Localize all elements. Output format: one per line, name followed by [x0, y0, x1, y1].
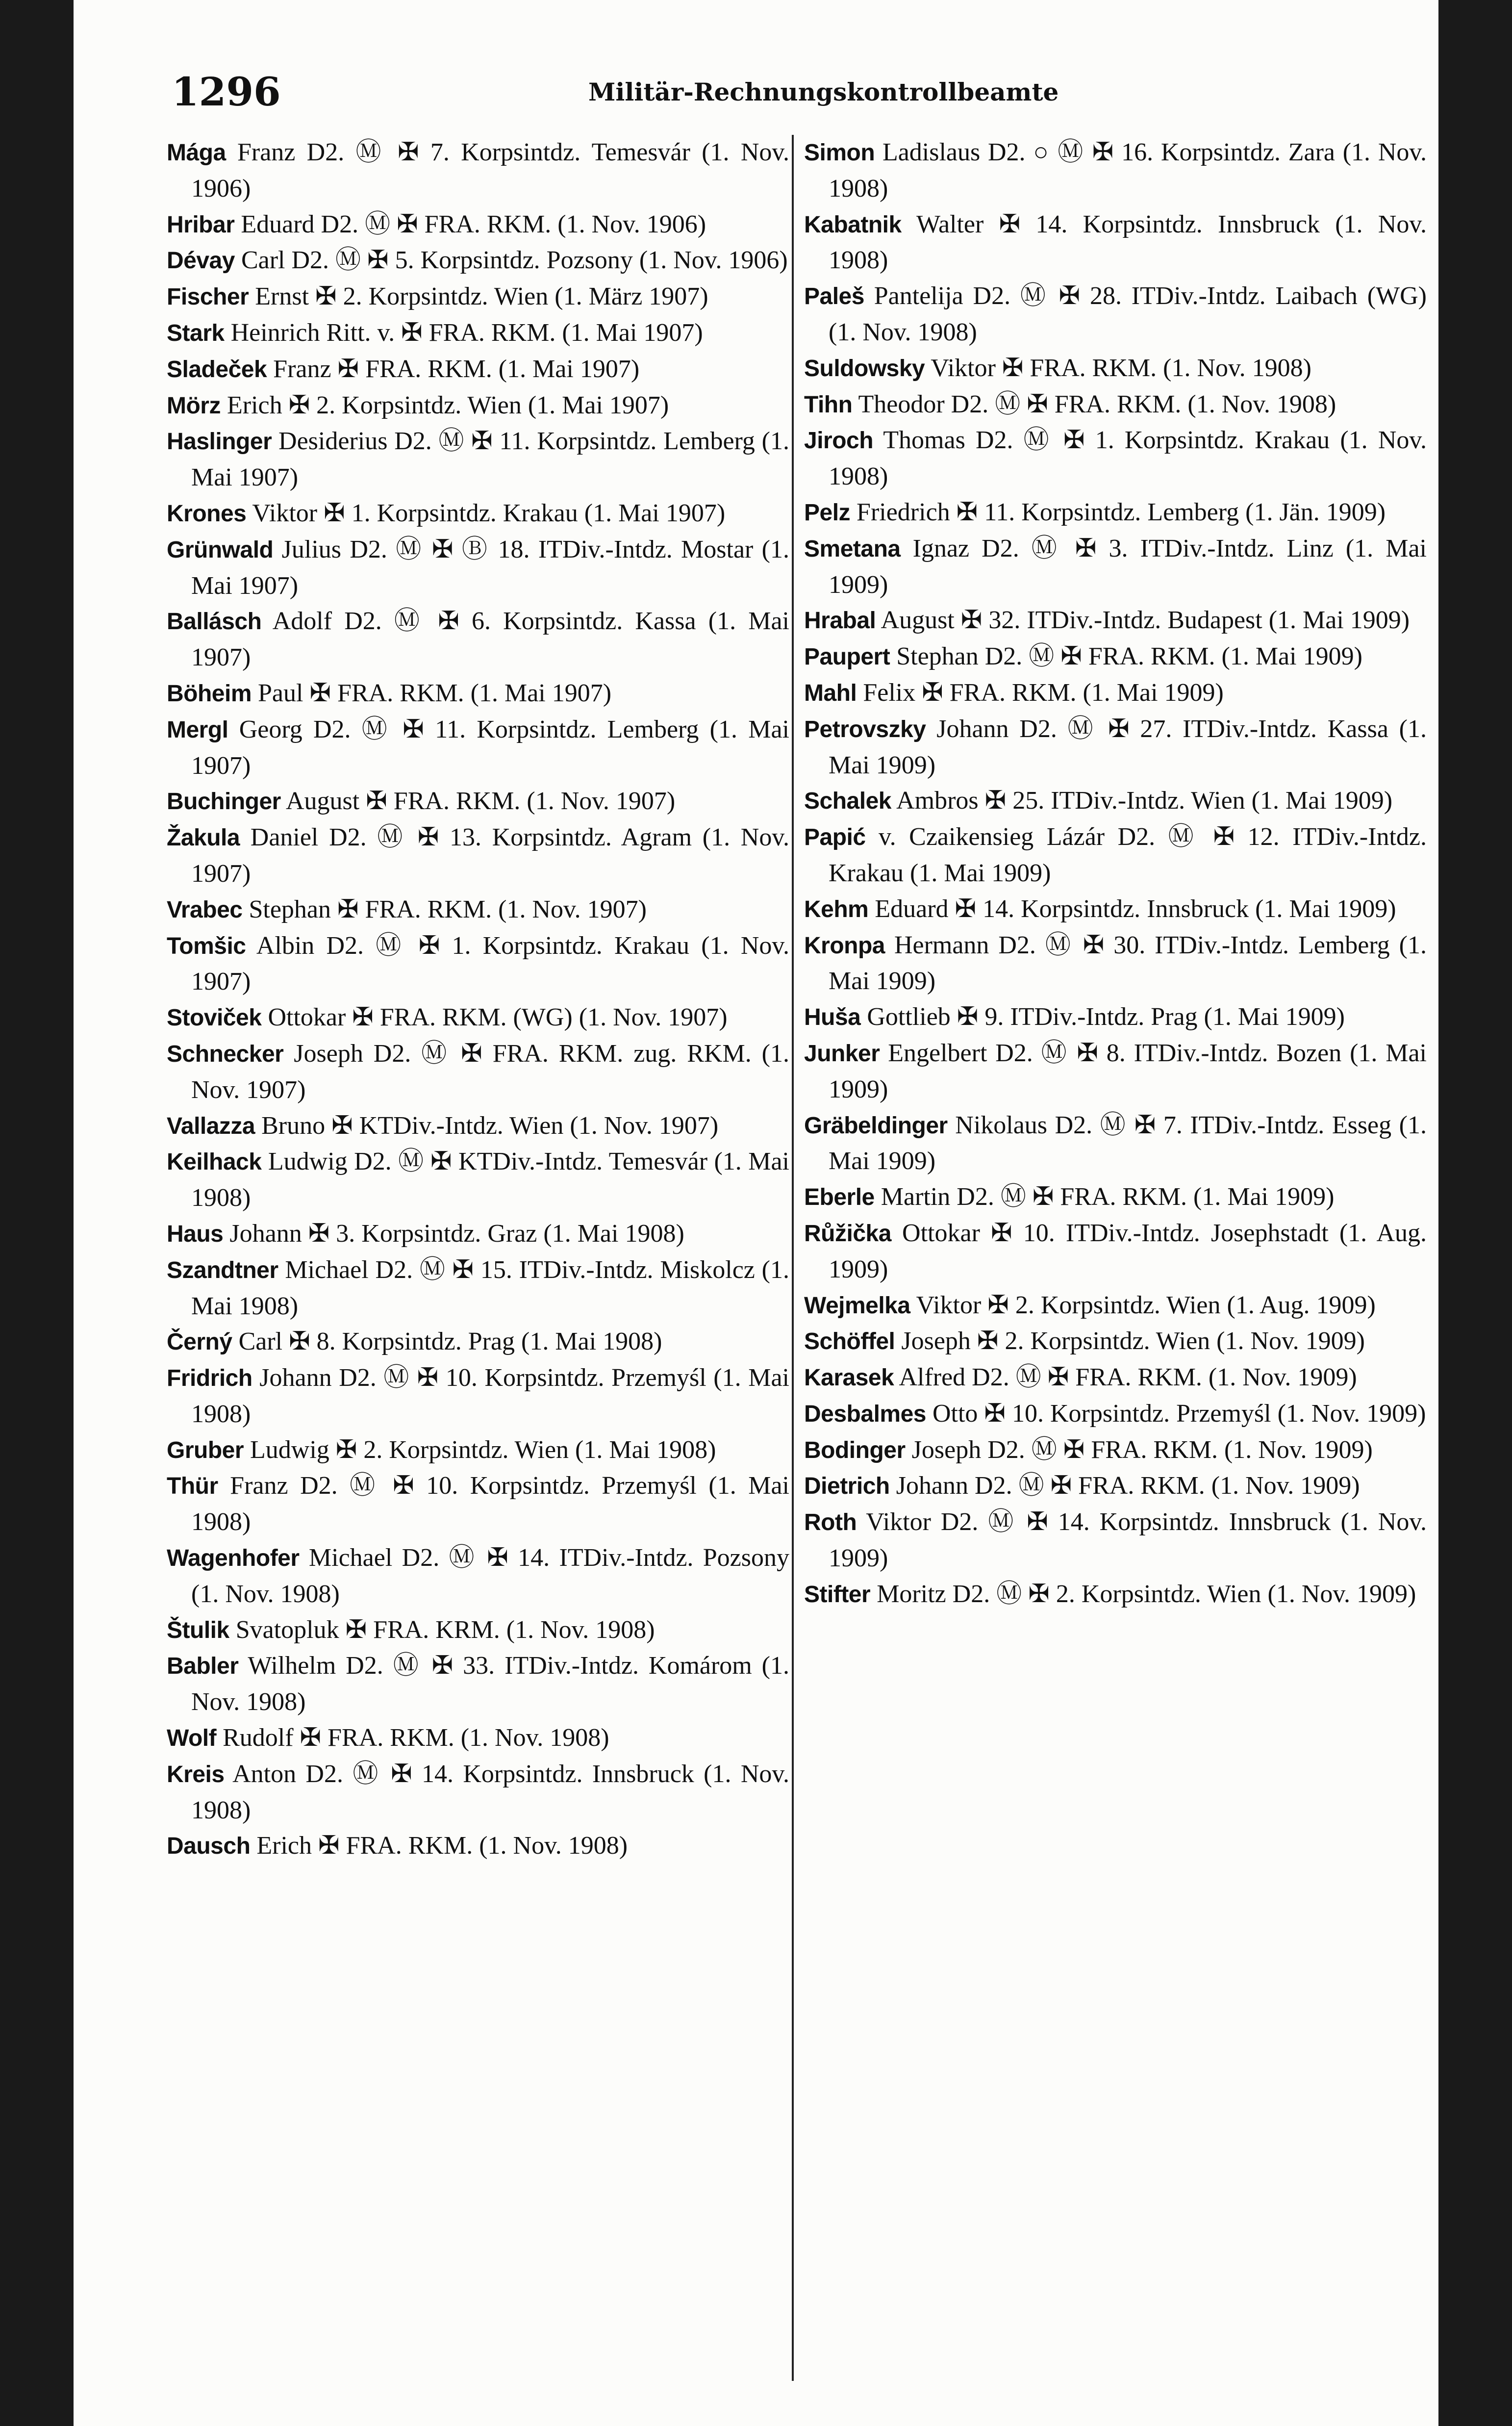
- entry-surname: Simon: [804, 140, 875, 166]
- entry-surname: Roth: [804, 1509, 857, 1536]
- entry-surname: Babler: [167, 1653, 239, 1680]
- entry-surname: Haslinger: [167, 429, 272, 455]
- entry-details: Desiderius D2. Ⓜ ✠ 11. Korpsintdz. Lemberg (1. Mai 1907): [191, 427, 789, 492]
- entry-surname: Paleš: [804, 283, 864, 310]
- list-item: [167, 1000, 789, 1036]
- column-divider: [792, 135, 794, 2381]
- entry-surname: Gruber: [167, 1437, 244, 1463]
- entry-details: Gottlieb ✠ 9. ITDiv.-Intdz. Prag (1. Mai 1909): [860, 1003, 1345, 1031]
- entry-surname: Dévay: [167, 248, 235, 274]
- entry-details: Alfred D2. Ⓜ ✠ FRA. RKM. (1. Nov. 1909): [894, 1363, 1357, 1392]
- entry-surname: Štulik: [167, 1617, 229, 1643]
- entry-surname: Fischer: [167, 284, 249, 310]
- list-item: [804, 999, 1427, 1036]
- entry-details: Otto ✠ 10. Korpsintdz. Przemyśl (1. Nov. 1909): [926, 1399, 1426, 1428]
- entry-surname: Grünwald: [167, 536, 274, 563]
- list-item: [167, 1432, 789, 1469]
- entry-details: Svatopluk ✠ FRA. KRM. (1. Nov. 1908): [229, 1615, 655, 1644]
- entry-details: Ladislaus D2. ○ Ⓜ ✠ 16. Korpsintdz. Zara (1. Nov. 1908): [829, 138, 1427, 203]
- entry-surname: Mergl: [167, 716, 228, 743]
- list-item: [804, 675, 1427, 712]
- entry-details: Eduard D2. Ⓜ ✠ FRA. RKM. (1. Nov. 1906): [234, 210, 706, 238]
- entry-details: Joseph ✠ 2. Korpsintdz. Wien (1. Nov. 1909): [895, 1327, 1365, 1355]
- entry-details: Rudolf ✠ FRA. RKM. (1. Nov. 1908): [216, 1724, 609, 1752]
- entry-details: Wilhelm D2. Ⓜ ✠ 33. ITDiv.-Intdz. Komárom (1. Nov. 1908): [191, 1652, 789, 1716]
- list-item: [804, 387, 1427, 423]
- list-item: [167, 496, 789, 532]
- entry-details: Michael D2. Ⓜ ✠ 14. ITDiv.-Intdz. Pozsony (1. Nov. 1908): [191, 1544, 789, 1608]
- list-item: [804, 423, 1427, 495]
- entry-surname: Wagenhofer: [167, 1545, 300, 1572]
- list-item: [804, 1468, 1427, 1505]
- entry-details: Walter ✠ 14. Korpsintdz. Innsbruck (1. Nov. 1908): [829, 210, 1427, 275]
- list-item: [804, 1324, 1427, 1360]
- entry-details: Viktor ✠ 1. Korpsintdz. Krakau (1. Mai 1907): [246, 499, 726, 527]
- list-item: [167, 1216, 789, 1252]
- entry-surname: Ballásch: [167, 609, 262, 635]
- entry-details: Franz ✠ FRA. RKM. (1. Mai 1907): [267, 355, 640, 383]
- entry-surname: Žakula: [167, 825, 240, 851]
- entry-details: Joseph D2. Ⓜ ✠ FRA. RKM. zug. RKM. (1. Nov. 1907): [191, 1039, 789, 1104]
- entry-surname: Dietrich: [804, 1473, 890, 1500]
- entry-surname: Junker: [804, 1040, 880, 1067]
- list-item: [167, 820, 789, 892]
- entry-details: Johann D2. Ⓜ ✠ 27. ITDiv.-Intdz. Kassa (1. Mai 1909): [829, 715, 1427, 779]
- entry-surname: Kehm: [804, 896, 869, 922]
- entry-surname: Bodinger: [804, 1437, 906, 1463]
- entry-details: Viktor D2. Ⓜ ✠ 14. Korpsintdz. Innsbruck (1. Nov. 1909): [829, 1508, 1427, 1573]
- entry-details: Stephan ✠ FRA. RKM. (1. Nov. 1907): [242, 895, 647, 923]
- entry-details: Johann D2. Ⓜ ✠ 10. Korpsintdz. Przemyśl (1. Mai 1908): [191, 1364, 789, 1428]
- entry-details: Adolf D2. Ⓜ ✠ 6. Korpsintdz. Kassa (1. Mai 1907): [191, 607, 789, 672]
- page-number: 1296: [172, 69, 281, 115]
- entry-details: Ignaz D2. Ⓜ ✠ 3. ITDiv.-Intdz. Linz (1. Mai 1909): [829, 534, 1427, 599]
- entry-surname: Sladeček: [167, 356, 267, 383]
- entry-surname: Schalek: [804, 788, 891, 815]
- list-item: [804, 207, 1427, 279]
- list-item: [804, 135, 1427, 207]
- list-item: [804, 712, 1427, 784]
- list-item: [804, 1432, 1427, 1469]
- entry-surname: Dausch: [167, 1833, 251, 1860]
- entry-surname: Mahl: [804, 680, 857, 706]
- entry-details: Viktor ✠ FRA. RKM. (1. Nov. 1908): [925, 354, 1311, 382]
- entry-details: Heinrich Ritt. v. ✠ FRA. RKM. (1. Mai 1907): [224, 318, 703, 347]
- list-item: [167, 1540, 789, 1612]
- page-header: [74, 69, 1438, 123]
- entry-details: Felix ✠ FRA. RKM. (1. Mai 1909): [857, 678, 1224, 707]
- list-item: [167, 928, 789, 1000]
- entry-details: August ✠ FRA. RKM. (1. Nov. 1907): [280, 787, 676, 816]
- entry-surname: Kronpa: [804, 932, 885, 959]
- entry-surname: Stark: [167, 320, 225, 346]
- entry-details: Thomas D2. Ⓜ ✠ 1. Korpsintdz. Krakau (1. Nov. 1908): [829, 426, 1427, 491]
- entry-surname: Pelz: [804, 499, 851, 526]
- entry-details: Erich ✠ 2. Korpsintdz. Wien (1. Mai 1907): [220, 391, 669, 419]
- entry-details: Anton D2. Ⓜ ✠ 14. Korpsintdz. Innsbruck (1. Nov. 1908): [191, 1760, 789, 1824]
- list-item: [167, 388, 789, 424]
- entry-surname: Mága: [167, 140, 226, 166]
- list-item: [804, 1360, 1427, 1396]
- entry-surname: Jiroch: [804, 428, 874, 454]
- list-item: [804, 783, 1427, 819]
- list-item: [167, 784, 789, 820]
- list-item: [167, 1720, 789, 1757]
- entry-details: Johann ✠ 3. Korpsintdz. Graz (1. Mai 1908): [223, 1219, 684, 1248]
- list-item: [804, 1577, 1427, 1613]
- list-item: [804, 279, 1427, 351]
- list-item: [804, 531, 1427, 603]
- list-item: [167, 135, 789, 207]
- entry-surname: Paupert: [804, 644, 890, 670]
- entry-details: Daniel D2. Ⓜ ✠ 13. Korpsintdz. Agram (1. Nov. 1907): [191, 823, 789, 888]
- entry-details: August ✠ 32. ITDiv.-Intdz. Budapest (1. Mai 1909): [876, 606, 1410, 635]
- list-item: [167, 1468, 789, 1540]
- entry-details: Joseph D2. Ⓜ ✠ FRA. RKM. (1. Nov. 1909): [905, 1435, 1373, 1464]
- list-item: [167, 1828, 789, 1864]
- entry-details: Ambros ✠ 25. ITDiv.-Intdz. Wien (1. Mai 1909): [891, 787, 1393, 815]
- entry-surname: Gräbeldinger: [804, 1112, 948, 1139]
- entry-details: Ottokar ✠ FRA. RKM. (WG) (1. Nov. 1907): [261, 1003, 728, 1032]
- entry-surname: Papić: [804, 824, 866, 851]
- right-column: [804, 135, 1427, 1613]
- entry-surname: Krones: [167, 500, 247, 527]
- entry-details: Johann D2. Ⓜ ✠ FRA. RKM. (1. Nov. 1909): [889, 1472, 1360, 1500]
- entry-surname: Smetana: [804, 536, 901, 562]
- list-item: [167, 1648, 789, 1720]
- entry-details: Friedrich ✠ 11. Korpsintdz. Lemberg (1. Jän. 1909): [850, 498, 1386, 526]
- entry-details: Albin D2. Ⓜ ✠ 1. Korpsintdz. Krakau (1. Nov. 1907): [191, 931, 789, 996]
- entry-details: Engelbert D2. Ⓜ ✠ 8. ITDiv.-Intdz. Bozen (1. Mai 1909): [829, 1039, 1427, 1103]
- entry-details: Carl ✠ 8. Korpsintdz. Prag (1. Mai 1908): [232, 1328, 662, 1356]
- list-item: [804, 928, 1427, 1000]
- entry-details: Franz D2. Ⓜ ✠ 10. Korpsintdz. Przemyśl (1. Mai 1908): [191, 1472, 789, 1536]
- entry-surname: Fridrich: [167, 1365, 252, 1392]
- entry-surname: Stifter: [804, 1581, 871, 1608]
- entry-surname: Vrabec: [167, 896, 243, 923]
- entry-surname: Tihn: [804, 391, 853, 418]
- list-item: [167, 352, 789, 388]
- entry-surname: Růžička: [804, 1220, 891, 1247]
- entry-surname: Thür: [167, 1473, 218, 1500]
- entry-surname: Schnecker: [167, 1041, 284, 1067]
- entry-surname: Kabatnik: [804, 211, 902, 238]
- list-item: [167, 243, 789, 279]
- entry-surname: Petrovszky: [804, 716, 926, 742]
- entry-details: Eduard ✠ 14. Korpsintdz. Innsbruck (1. Mai 1909): [868, 894, 1396, 923]
- list-item: [804, 1216, 1427, 1288]
- entry-details: Stephan D2. Ⓜ ✠ FRA. RKM. (1. Mai 1909): [890, 642, 1362, 671]
- entry-details: Viktor ✠ 2. Korpsintdz. Wien (1. Aug. 1909): [910, 1291, 1376, 1319]
- list-item: [167, 1036, 789, 1108]
- entry-details: Theodor D2. Ⓜ ✠ FRA. RKM. (1. Nov. 1908): [852, 390, 1336, 418]
- list-item: [804, 1036, 1427, 1108]
- entry-surname: Keilhack: [167, 1149, 262, 1175]
- entry-details: Ernst ✠ 2. Korpsintdz. Wien (1. März 1907): [249, 282, 708, 311]
- entry-surname: Szandtner: [167, 1257, 278, 1283]
- entry-details: Franz D2. Ⓜ ✠ 7. Korpsintdz. Temesvár (1. Nov. 1906): [191, 138, 789, 203]
- list-item: [167, 315, 789, 352]
- list-item: [804, 1179, 1427, 1216]
- entry-surname: Haus: [167, 1221, 224, 1247]
- entry-details: v. Czaikensieg Lázár D2. Ⓜ ✠ 12. ITDiv.-Intdz. Krakau (1. Mai 1909): [829, 823, 1427, 887]
- running-title: Militär-Rechnungskontrollbeamte: [588, 77, 1059, 106]
- entry-surname: Černý: [167, 1329, 232, 1355]
- entry-surname: Buchinger: [167, 789, 281, 815]
- list-item: [804, 819, 1427, 892]
- list-item: [804, 1108, 1427, 1180]
- entry-details: Michael D2. Ⓜ ✠ 15. ITDiv.-Intdz. Miskolcz (1. Mai 1908): [191, 1255, 789, 1320]
- list-item: [167, 892, 789, 928]
- entry-surname: Kreis: [167, 1761, 225, 1788]
- entry-details: Georg D2. Ⓜ ✠ 11. Korpsintdz. Lemberg (1. Mai 1907): [191, 715, 789, 780]
- entry-surname: Suldowsky: [804, 355, 925, 382]
- left-column: [167, 135, 789, 1864]
- list-item: [167, 424, 789, 496]
- book-page: [74, 0, 1438, 2426]
- entry-surname: Eberle: [804, 1184, 875, 1211]
- list-item: [167, 1144, 789, 1216]
- entry-details: Hermann D2. Ⓜ ✠ 30. ITDiv.-Intdz. Lemberg (1. Mai 1909): [829, 931, 1427, 996]
- entry-surname: Vallazza: [167, 1113, 255, 1139]
- entry-details: Julius D2. Ⓜ ✠ Ⓑ 18. ITDiv.-Intdz. Mostar (1. Mai 1907): [191, 535, 789, 600]
- list-item: [167, 1612, 789, 1649]
- list-item: [804, 639, 1427, 675]
- entry-surname: Karasek: [804, 1365, 894, 1391]
- list-item: [167, 676, 789, 712]
- entry-surname: Hribar: [167, 211, 235, 238]
- entry-details: Ludwig ✠ 2. Korpsintdz. Wien (1. Mai 1908): [244, 1435, 716, 1464]
- entry-details: Ludwig D2. Ⓜ ✠ KTDiv.-Intdz. Temesvár (1. Mai 1908): [191, 1148, 789, 1212]
- entry-details: Erich ✠ FRA. RKM. (1. Nov. 1908): [250, 1832, 628, 1860]
- list-item: [804, 351, 1427, 387]
- entry-details: Ottokar ✠ 10. ITDiv.-Intdz. Josephstadt (1. Aug. 1909): [829, 1219, 1427, 1283]
- entry-surname: Böheim: [167, 680, 252, 707]
- entry-details: Pantelija D2. Ⓜ ✠ 28. ITDiv.-Intdz. Laibach (WG) (1. Nov. 1908): [829, 282, 1427, 346]
- list-item: [167, 1252, 789, 1325]
- entry-surname: Hrabal: [804, 608, 876, 634]
- list-item: [167, 1360, 789, 1432]
- entry-details: Paul ✠ FRA. RKM. (1. Mai 1907): [252, 679, 612, 707]
- list-item: [167, 1757, 789, 1829]
- list-item: [167, 1324, 789, 1360]
- entry-details: Martin D2. Ⓜ ✠ FRA. RKM. (1. Mai 1909): [874, 1183, 1335, 1211]
- list-item: [804, 495, 1427, 531]
- list-item: [167, 532, 789, 604]
- entry-surname: Wejmelka: [804, 1292, 910, 1319]
- list-item: [804, 603, 1427, 639]
- entry-details: Moritz D2. Ⓜ ✠ 2. Korpsintdz. Wien (1. Nov. 1909): [870, 1580, 1416, 1608]
- list-item: [167, 1108, 789, 1145]
- list-item: [167, 279, 789, 315]
- list-item: [804, 1288, 1427, 1324]
- list-item: [167, 207, 789, 243]
- entry-surname: Tomšic: [167, 933, 246, 959]
- list-item: [804, 892, 1427, 928]
- list-item: [804, 1505, 1427, 1577]
- list-item: [167, 604, 789, 676]
- entry-details: Nikolaus D2. Ⓜ ✠ 7. ITDiv.-Intdz. Esseg (1. Mai 1909): [829, 1111, 1427, 1175]
- entry-surname: Mörz: [167, 392, 221, 419]
- entry-surname: Schöffel: [804, 1328, 895, 1355]
- list-item: [167, 712, 789, 784]
- entry-surname: Wolf: [167, 1725, 217, 1752]
- entry-surname: Huša: [804, 1004, 861, 1031]
- entry-details: Bruno ✠ KTDiv.-Intdz. Wien (1. Nov. 1907): [255, 1111, 719, 1140]
- list-item: [804, 1396, 1427, 1432]
- entry-surname: Desbalmes: [804, 1401, 926, 1427]
- entry-surname: Stoviček: [167, 1005, 262, 1031]
- entry-details: Carl D2. Ⓜ ✠ 5. Korpsintdz. Pozsony (1. Nov. 1906): [234, 246, 788, 275]
